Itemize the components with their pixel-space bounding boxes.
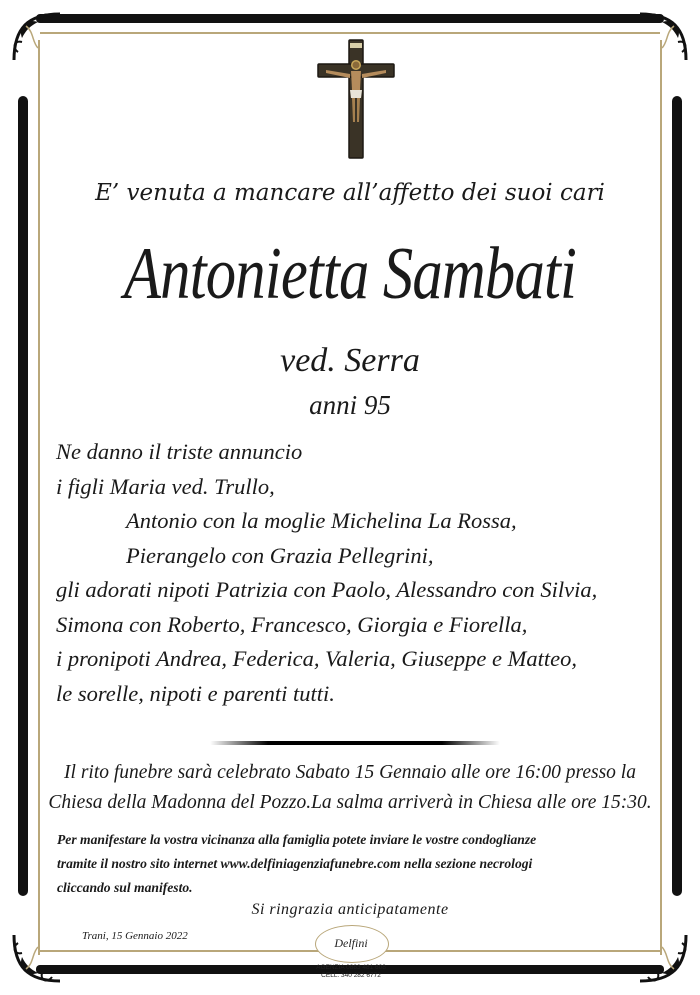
announcement-line: Antonio con la moglie Michelina La Rossa, [126,508,517,533]
corner-ornament-icon [8,8,68,68]
announcement-line: i figli Maria ved. Trullo, [56,473,275,499]
announcement-block [56,435,666,711]
announcement-line: Ne danno il triste annuncio [56,439,303,464]
crucifix-icon [316,38,396,160]
corner-ornament-icon [632,8,692,68]
notice-line: tramite il nostro sito internet www.delfiniagenziafunebre.com nella sezione necrologi [57,856,533,871]
intro-text: E’ venuta a mancare all’affetto dei suoi cari [95,180,605,206]
gold-frame-top [40,32,660,34]
age: anni 95 [309,390,391,420]
announcement-line: i pronipoti Andrea, Federica, Valeria, Giuseppe e Matteo, [56,646,577,671]
corner-ornament-icon [632,927,692,987]
thanks-text: Si ringrazia anticipatamente [251,901,449,918]
announcement-line: gli adorati nipoti Patrizia con Paolo, Alessandro con Silvia, [56,577,598,602]
funeral-rite-info [0,758,700,818]
condolence-notice [57,828,657,900]
divider [210,741,500,745]
agency-logo-text: Delfini [334,936,368,950]
announcement-line: Simona con Roberto, Francesco, Giorgia e Fiorella, [56,611,528,637]
notice-line: cliccando sul manifesto. [57,880,193,895]
rite-line: Chiesa della Madonna del Pozzo.La salma arriverà in Chiesa alle ore 15:30. [48,792,652,813]
corner-ornament-icon [8,927,68,987]
frame-bar-top [36,14,664,23]
place-date: Trani, 15 Gennaio 2022 [82,930,188,942]
announcement-line: le sorelle, nipoti e parenti tutti. [56,680,335,706]
notice-line: Per manifestare la vostra vicinanza alla famiglia potete inviare le vostre condoglianze [57,832,537,847]
agency-logo [303,925,399,983]
announcement-line: Pierangelo con Grazia Pellegrini, [126,542,434,568]
agency-cell: CELL. 340 282 6772 [321,972,381,979]
rite-line: Il rito funebre sarà celebrato Sabato 15 Gennaio alle ore 16:00 presso la [64,762,636,783]
widow-of: ved. Serra [280,342,420,379]
agency-phone: AGENZIA 0883 481 608 [316,964,386,971]
deceased-name: Antonietta Sambati [123,233,577,315]
